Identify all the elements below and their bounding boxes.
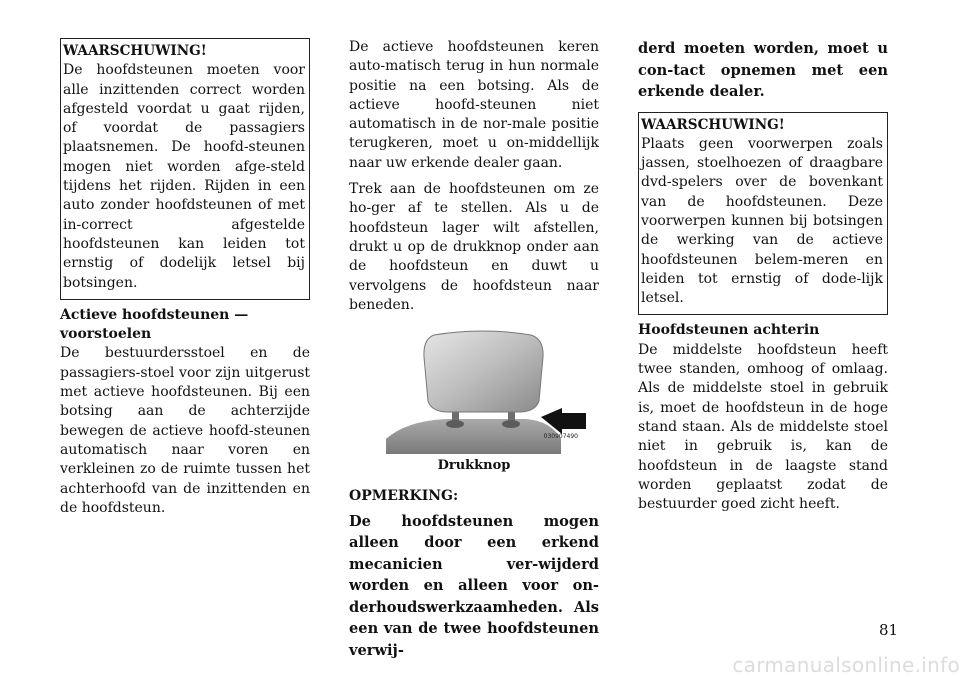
watermark: carmanualsonline.info (732, 653, 960, 677)
section-heading-rear: Hoofdsteunen achterin (638, 322, 820, 339)
body-paragraph-2: Trek aan de hoofdsteunen om ze ho-ger af te stellen. Als u de hoofdsteun lager wilt afstellen, drukt u op de drukknop onder aan de hoofdsteun en duwt u vervolgens de hoofdsteun naar beneden. (349, 181, 599, 313)
section-heading: Actieve hoofdsteunen — (60, 306, 249, 323)
body-paragraph-1: De actieve hoofdsteunen keren auto-matisch terug in hun normale positie na een botsing. Als de actieve hoofd-steunen niet automatisch in de nor-male positie terugkeren, moet u on-middellijk naar uw erkende dealer gaan. (349, 39, 599, 171)
page-number: 81 (879, 621, 899, 639)
body-paragraph: De bestuurdersstoel en de passagiers-stoel voor zijn uitgerust met actieve hoofdsteunen. Bij een botsing aan de achterzijde bewegen de actieve hoofd-steunen automatisch naar voren en verkleinen zo de ruimte tussen het achterhoofd van de inzittenden en de hoofdsteun. (60, 345, 310, 516)
headrest-figure (386, 329, 586, 454)
warning-box-2 (638, 112, 888, 316)
section-heading-line2: voorstoelen (60, 326, 152, 343)
warning-text: De hoofdsteunen moeten voor alle inzittenden correct worden afgesteld voordat u gaat rijden, of voordat de passagiers plaatsnemen. De hoofd-steunen mogen niet worden afge-steld tijdens het rijden. Rijden in een auto zonder hoofdsteunen of met in-correct afgestelde hoofdsteunen kan leiden tot ernstig of dodelijk letsel bij botsingen. (63, 62, 305, 291)
note-text-continued: derd moeten worden, moet u con-tact opnemen met een erkende dealer. (638, 40, 888, 100)
warning-box (60, 38, 310, 300)
warning-text-2: Plaats geen voorwerpen zoals jassen, stoelhoezen of draagbare dvd-spelers over de bovenkant van de hoofdsteunen. Deze voorwerpen kunnen bij botsingen de werking van de actieve hoofdsteunen belem-meren en leiden tot ernstig of dode-lijk letsel. (641, 135, 883, 307)
column-right (638, 38, 888, 521)
warning-title-2: WAARSCHUWING! (641, 116, 785, 133)
column-left (60, 38, 310, 525)
body-paragraph-rear: De middelste hoofdsteun heeft twee standen, omhoog of omlaag. Als de middelste stoel in gebruik is, moet de hoofdsteun in de hoge stand staan. Als de middelste stoel niet in gebruik is, kan de hoofdsteun in de laagste stand worden geplaatst zodat de bestuurder goed zicht heeft. (638, 341, 888, 513)
note-title: OPMERKING: (349, 488, 459, 505)
note-text: De hoofdsteunen mogen alleen door een erkend mecanicien ver-wijderd worden en alleen voor on-derhoudswerkzaamheden. Als een van de twee hoofdsteunen verwij- (349, 512, 599, 659)
figure-code: 030907490 (543, 432, 578, 440)
warning-title: WAARSCHUWING! (63, 43, 207, 59)
figure-caption: Drukknop (437, 458, 511, 474)
column-middle (349, 38, 599, 661)
